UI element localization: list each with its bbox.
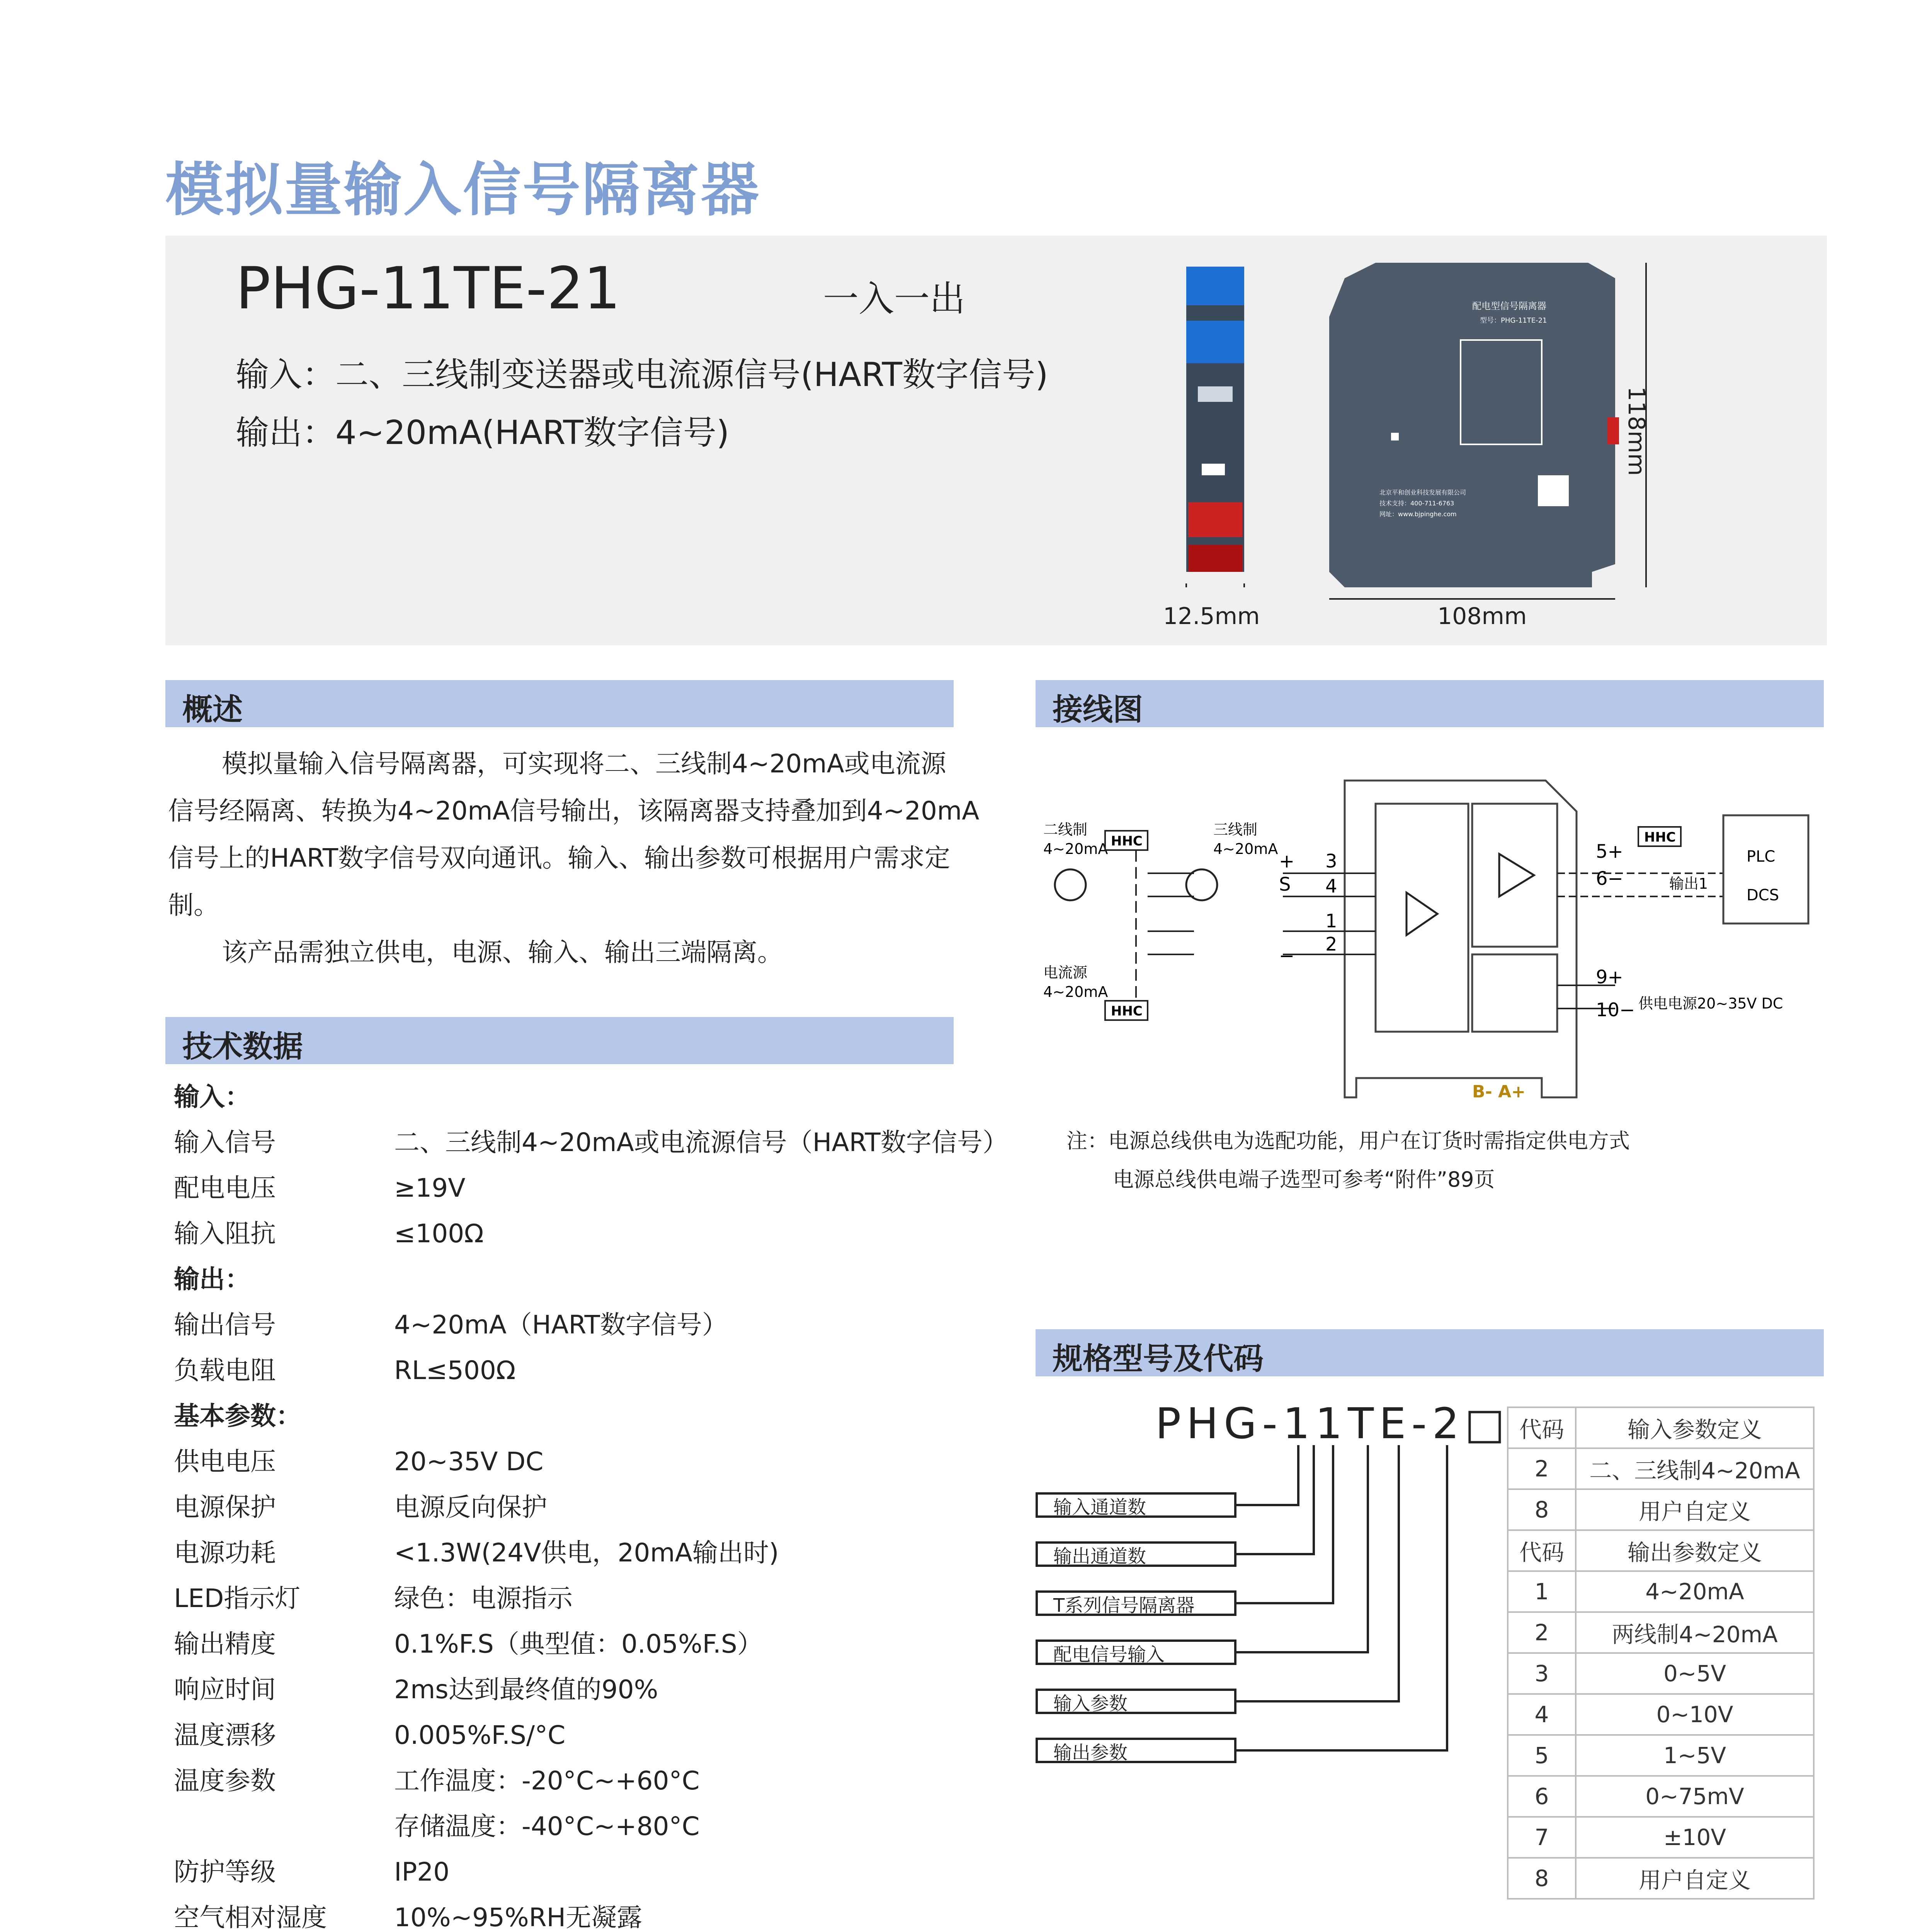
spec-key: 输出： — [174, 1264, 250, 1294]
code-heading: 规格型号及代码 — [1053, 1342, 1264, 1376]
wiring-diagram — [1036, 761, 1828, 1117]
code-table-desc: 0~75mV — [1576, 1776, 1814, 1817]
code-table-code: 8 — [1508, 1858, 1576, 1899]
spec-key: 配电电压 — [174, 1173, 276, 1203]
code-table-row — [1508, 1571, 1814, 1612]
code-table-code: 8 — [1508, 1489, 1576, 1530]
overview-p1: 模拟量输入信号隔离器，可实现将二、三线制4~20mA或电流源 — [222, 749, 946, 779]
wiring-plc: PLC — [1747, 848, 1776, 866]
spec-value: 20~35V DC — [394, 1447, 544, 1476]
device-label-mfr: 北京平和创业科技发展有限公司 — [1379, 489, 1466, 496]
wiring-dcs: DCS — [1747, 886, 1779, 904]
overview-p2: 信号经隔离、转换为4~20mA信号输出，该隔离器支持叠加到4~20mA — [168, 796, 980, 826]
overview-p5: 该产品需独立供电，电源、输入、输出三端隔离。 — [222, 937, 783, 967]
spec-value: 绿色：电源指示 — [394, 1583, 573, 1613]
dim-width-narrow: 12.5mm — [1163, 603, 1260, 630]
code-table-row — [1508, 1653, 1814, 1694]
spec-key: 输出信号 — [174, 1310, 276, 1340]
code-table-code: 2 — [1508, 1448, 1576, 1489]
spec-key: 输入： — [174, 1082, 250, 1112]
wiring-heading: 接线图 — [1053, 692, 1143, 727]
device-front-view — [1159, 251, 1291, 599]
code-table-code: 1 — [1508, 1571, 1576, 1612]
code-table-desc: 4~20mA — [1576, 1571, 1814, 1612]
spec-key: 输出精度 — [174, 1629, 276, 1659]
code-heading-bar — [1036, 1329, 1824, 1376]
product-io-type: 一入一出 — [823, 278, 966, 320]
wiring-three-wire: 三线制 — [1213, 821, 1258, 838]
code-table-code: 2 — [1508, 1612, 1576, 1653]
wiring-two-wire: 二线制 — [1043, 821, 1088, 838]
spec-key: LED指示灯 — [174, 1583, 301, 1613]
wiring-minus: − — [1279, 945, 1295, 967]
spec-value: ≤100Ω — [394, 1219, 484, 1248]
code-table-row — [1508, 1776, 1814, 1817]
tech-heading-bar — [165, 1017, 954, 1064]
spec-value: 0.005%F.S/°C — [394, 1720, 566, 1750]
wiring-terminal-10: 10− — [1596, 999, 1635, 1021]
spec-key: 响应时间 — [174, 1675, 276, 1704]
dim-length: 108mm — [1437, 603, 1527, 630]
code-label-input-channels: 输入通道数 — [1036, 1492, 1236, 1518]
wiring-bus: B- A+ — [1472, 1082, 1526, 1102]
spec-key: 电源功耗 — [174, 1538, 276, 1568]
wiring-terminal-2: 2 — [1325, 934, 1337, 955]
code-table-desc: 用户自定义 — [1576, 1858, 1814, 1899]
wiring-heading-bar — [1036, 680, 1824, 727]
overview-heading: 概述 — [182, 692, 243, 727]
product-input: 输入：二、三线制变送器或电流源信号(HART数字信号) — [236, 355, 1048, 394]
code-table-desc: 输出参数定义 — [1576, 1530, 1814, 1571]
code-table-row — [1508, 1530, 1814, 1571]
code-table-desc: 二、三线制4~20mA — [1576, 1448, 1814, 1489]
code-label-input-param: 输入参数 — [1036, 1689, 1236, 1714]
code-label-power-input: 配电信号输入 — [1036, 1639, 1236, 1665]
wiring-terminal-4: 4 — [1325, 876, 1337, 897]
spec-key: 输入信号 — [174, 1128, 276, 1157]
code-table-row — [1508, 1448, 1814, 1489]
code-table-desc: ±10V — [1576, 1817, 1814, 1858]
spec-key: 温度漂移 — [174, 1720, 276, 1750]
code-table-code: 7 — [1508, 1817, 1576, 1858]
code-table-row — [1508, 1817, 1814, 1858]
wiring-current-source: 电流源 — [1043, 964, 1088, 981]
product-model: PHG-11TE-21 — [236, 255, 621, 322]
code-label-t-series: T系列信号隔离器 — [1036, 1590, 1236, 1616]
spec-value: IP20 — [394, 1857, 450, 1887]
wiring-terminal-5: 5+ — [1596, 841, 1623, 862]
wiring-note-2: 电源总线供电端子选型可参考“附件”89页 — [1113, 1167, 1495, 1192]
code-table-desc: 两线制4~20mA — [1576, 1612, 1814, 1653]
wiring-terminal-6: 6− — [1596, 868, 1623, 889]
spec-value: ≥19V — [394, 1173, 466, 1203]
spec-value: 10%~95%RH无凝露 — [394, 1903, 643, 1932]
spec-key: 空气相对湿度 — [174, 1903, 327, 1932]
device-label-title: 配电型信号隔离器 — [1472, 301, 1546, 311]
code-table-desc: 0~5V — [1576, 1653, 1814, 1694]
overview-heading-bar — [165, 680, 954, 727]
code-table-row — [1508, 1407, 1814, 1448]
code-label-output-param: 输出参数 — [1036, 1738, 1236, 1763]
spec-key: 负载电阻 — [174, 1355, 276, 1385]
spec-value: RL≤500Ω — [394, 1355, 516, 1385]
code-table-code: 代码 — [1508, 1530, 1576, 1571]
dim-height: 118mm — [1623, 386, 1650, 476]
spec-value: 二、三线制4~20mA或电流源信号（HART数字信号） — [394, 1128, 1008, 1157]
code-table — [1507, 1406, 1815, 1900]
wiring-note-1: 注：电源总线供电为选配功能，用户在订货时需指定供电方式 — [1066, 1129, 1630, 1153]
wiring-s: S — [1279, 874, 1291, 895]
wiring-terminal-3: 3 — [1325, 850, 1337, 872]
spec-value: <1.3W(24V供电，20mA输出时) — [394, 1538, 779, 1568]
code-label-output-channels: 输出通道数 — [1036, 1541, 1236, 1567]
product-output: 输出：4~20mA(HART数字信号) — [236, 413, 730, 452]
overview-p4: 制。 — [168, 890, 219, 920]
device-side-view — [1321, 255, 1662, 614]
wiring-two-wire-range: 4~20mA — [1043, 840, 1108, 857]
device-label-web: 网址：www.bjpinghe.com — [1379, 510, 1457, 518]
wiring-plus: + — [1279, 850, 1295, 872]
code-table-desc: 输入参数定义 — [1576, 1407, 1814, 1448]
device-label-support: 技术支持：400-711-6763 — [1379, 500, 1454, 507]
code-table-code: 代码 — [1508, 1407, 1576, 1448]
spec-key: 基本参数： — [174, 1401, 301, 1431]
code-table-desc: 0~10V — [1576, 1694, 1814, 1735]
spec-key: 供电电压 — [174, 1447, 276, 1476]
code-table-row — [1508, 1858, 1814, 1899]
spec-value: 0.1%F.S（典型值：0.05%F.S） — [394, 1629, 763, 1659]
code-table-code: 3 — [1508, 1653, 1576, 1694]
code-table-row — [1508, 1694, 1814, 1735]
spec-value: 存储温度：-40°C~+80°C — [394, 1811, 700, 1841]
spec-value: 2ms达到最终值的90% — [394, 1675, 658, 1704]
code-pattern: PHG-11TE-2□ — [1155, 1399, 1510, 1448]
wiring-terminal-9: 9+ — [1596, 966, 1623, 988]
code-table-code: 4 — [1508, 1694, 1576, 1735]
spec-key: 电源保护 — [174, 1492, 276, 1522]
code-table-code: 6 — [1508, 1776, 1576, 1817]
device-label-model: 型号：PHG-11TE-21 — [1480, 316, 1547, 325]
wiring-three-wire-range: 4~20mA — [1213, 840, 1278, 857]
wiring-current-source-range: 4~20mA — [1043, 983, 1108, 1000]
code-connector-lines — [1236, 1445, 1468, 1774]
code-table-row — [1508, 1612, 1814, 1653]
code-table-code: 5 — [1508, 1735, 1576, 1776]
spec-value: 工作温度：-20°C~+60°C — [394, 1766, 700, 1796]
wiring-out1: 输出1 — [1669, 875, 1708, 892]
code-table-row — [1508, 1735, 1814, 1776]
wiring-hhc-in1: HHC — [1111, 833, 1143, 849]
wiring-terminal-1: 1 — [1325, 910, 1337, 932]
tech-heading: 技术数据 — [182, 1029, 303, 1064]
code-table-desc: 1~5V — [1576, 1735, 1814, 1776]
spec-key: 防护等级 — [174, 1857, 276, 1887]
code-table-desc: 用户自定义 — [1576, 1489, 1814, 1530]
wiring-hhc-in2: HHC — [1111, 1003, 1143, 1019]
spec-key: 温度参数 — [174, 1766, 276, 1796]
spec-value: 4~20mA（HART数字信号） — [394, 1310, 728, 1340]
spec-value: 电源反向保护 — [394, 1492, 547, 1522]
code-table-row — [1508, 1489, 1814, 1530]
wiring-hhc-out: HHC — [1644, 830, 1676, 845]
spec-key: 输入阻抗 — [174, 1219, 276, 1248]
overview-p3: 信号上的HART数字信号双向通讯。输入、输出参数可根据用户需求定 — [168, 843, 951, 873]
wiring-supply: 供电电源20~35V DC — [1638, 995, 1783, 1012]
page-title: 模拟量输入信号隔离器 — [165, 156, 761, 224]
